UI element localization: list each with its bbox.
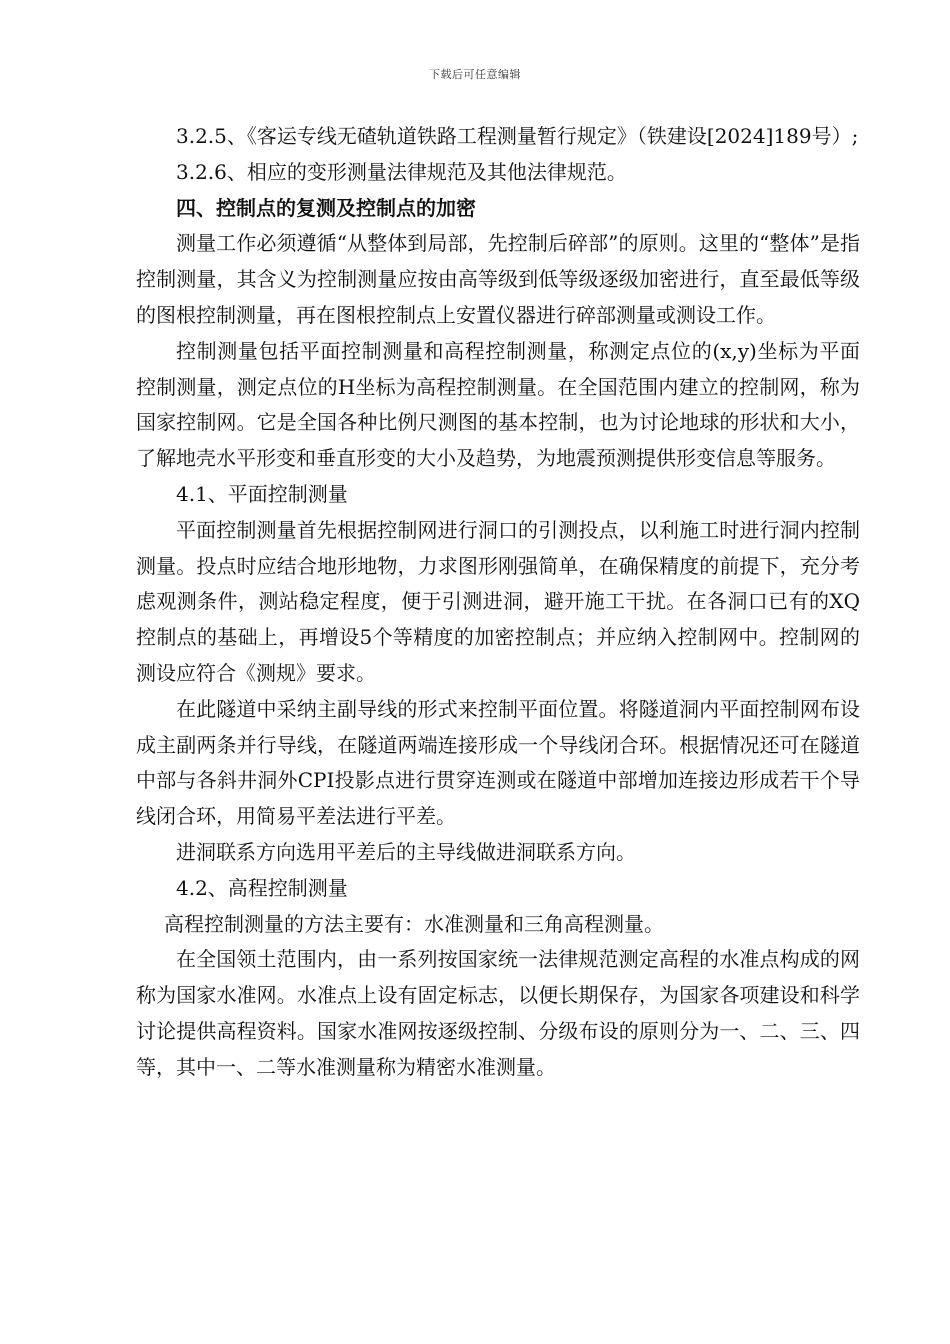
- subsection-4-2-heading: 4.2、高程控制测量: [176, 875, 348, 900]
- paragraph-height-control-2: 在全国领土范围内，由一系列按国家统一法律规范测定高程的水准点构成的网称为国家水准网。水准点上设有固定标志，以便长期保存，为国家各项建设和科学讨论提供高程资料。国家水准网按逐级控制、分级布设的原则分为一、二、三、四等，其中一、二等水准测量称为精密水准测量。: [136, 947, 860, 1079]
- paragraph-control-survey: 控制测量包括平面控制测量和高程控制测量，称测定点位的(x,y)坐标为平面控制测量，测定点位的H坐标为高程控制测量。在全国范围内建立的控制网，称为国家控制网。它是全国各种比例尺测图的基本控制，也为讨论地球的形状和大小，了解地壳水平形变和垂直形变的大小及趋势，为地震预测提供形变信息等服务。: [136, 338, 860, 471]
- paragraph-3-2-6: 3.2.6、相应的变形测量法律规范及其他法律规范。: [176, 159, 627, 184]
- paragraph-height-control-1: 高程控制测量的方法主要有：水准测量和三角高程测量。: [164, 911, 664, 936]
- paragraph-principle: 测量工作必须遵循“从整体到局部，先控制后碎部”的原则。这里的“整体”是指控制测量，其含义为控制测量应按由高等级到低等级逐级加密进行，直至最低等级的图根控制测量，再在图根控制点上安置仪器进行碎部测量或测设工作。: [136, 231, 860, 327]
- page-header-note: 下载后可任意编辑: [429, 68, 521, 81]
- document-body: [136, 119, 860, 1086]
- paragraph-3-2-5: 3.2.5、《客运专线无碴轨道铁路工程测量暂行规定》（铁建设[2024]189号）;: [176, 124, 859, 148]
- paragraph-plane-control-3: 进洞联系方向选用平差后的主导线做进洞联系方向。: [176, 839, 636, 864]
- section-4-heading: 四、控制点的复测及控制点的加密: [176, 195, 476, 220]
- paragraph-plane-control-2: 在此隧道中采纳主副导线的形式来控制平面位置。将隧道洞内平面控制网布设成主副两条并行导线，在隧道两端连接形成一个导线闭合环。根据情况还可在隧道中部与各斜井洞外CPI投影点进行贯穿连测或在隧道中部增加连接边形成若干个导线闭合环，用简易平差法进行平差。: [136, 696, 860, 829]
- subsection-4-1-heading: 4.1、平面控制测量: [176, 481, 348, 506]
- paragraph-plane-control-1: 平面控制测量首先根据控制网进行洞口的引测投点，以利施工时进行洞内控制测量。投点时应结合地形地物，力求图形刚强简单，在确保精度的前提下，充分考虑观测条件，测站稳定程度，便于引测进洞，避开施工干扰。在各洞口已有的XQ控制点的基础上，再增设5个等精度的加密控制点；并应纳入控制网中。控制网的测设应符合《测规》要求。: [136, 517, 860, 685]
